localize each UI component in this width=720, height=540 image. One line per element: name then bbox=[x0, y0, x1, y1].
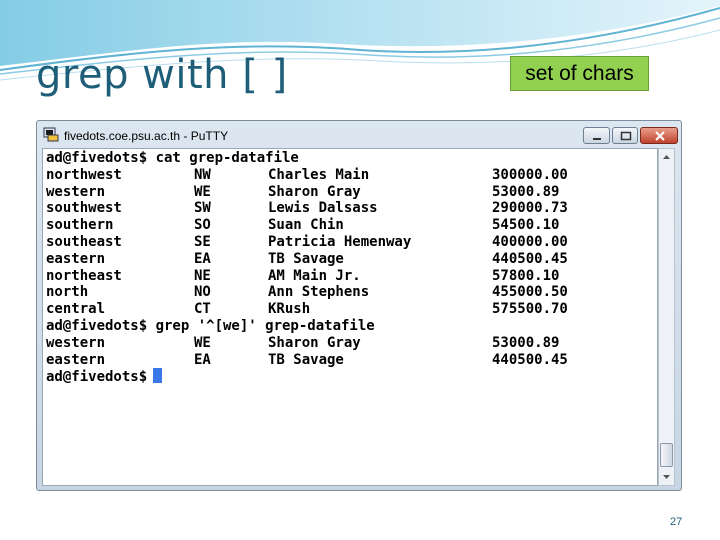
amount-cell: 400000.00 bbox=[492, 233, 568, 250]
terminal-line bbox=[46, 284, 568, 301]
terminal-line bbox=[46, 217, 560, 234]
name-cell: AM Main Jr. bbox=[268, 267, 361, 284]
command-text: ad@fivedots$ cat grep-datafile bbox=[46, 150, 299, 166]
code-cell: SE bbox=[194, 233, 211, 250]
amount-cell: 300000.00 bbox=[492, 166, 568, 183]
amount-cell: 54500.10 bbox=[492, 217, 560, 234]
amount-cell: 290000.73 bbox=[492, 200, 568, 217]
callout-label: set of chars bbox=[510, 56, 649, 91]
region-cell: northwest bbox=[46, 166, 122, 183]
amount-cell: 53000.89 bbox=[492, 334, 560, 351]
region-cell: western bbox=[46, 334, 106, 351]
code-cell: NW bbox=[194, 166, 211, 183]
putty-icon[interactable] bbox=[43, 127, 59, 142]
name-cell: Patricia Hemenway bbox=[268, 233, 412, 250]
region-cell: southeast bbox=[46, 233, 122, 250]
code-cell: CT bbox=[194, 301, 211, 318]
code-cell: SO bbox=[194, 217, 211, 234]
amount-cell: 57800.10 bbox=[492, 267, 560, 284]
command-text: ad@fivedots$ grep '^[we]' grep-datafile bbox=[46, 317, 375, 334]
name-cell: KRush bbox=[268, 301, 311, 318]
command-text: ad@fivedots$ bbox=[46, 369, 148, 386]
slide-title: grep with [ ] bbox=[36, 52, 288, 98]
code-cell: NO bbox=[194, 284, 211, 301]
scrollbar-thumb[interactable] bbox=[660, 443, 673, 467]
name-cell: Lewis Dalsass bbox=[268, 200, 378, 217]
scroll-down-arrow-icon[interactable] bbox=[659, 469, 674, 485]
terminal-line bbox=[46, 267, 560, 285]
code-cell: EA bbox=[194, 351, 211, 368]
region-cell: north bbox=[46, 284, 89, 301]
region-cell: southern bbox=[46, 217, 114, 234]
region-cell: eastern bbox=[46, 351, 106, 368]
page-number: 27 bbox=[670, 516, 683, 528]
amount-cell: 440500.45 bbox=[492, 250, 568, 267]
terminal-output bbox=[46, 150, 568, 386]
terminal-line bbox=[46, 166, 568, 184]
terminal-line bbox=[46, 368, 375, 385]
vertical-scrollbar[interactable] bbox=[658, 148, 675, 486]
terminal-line bbox=[46, 334, 560, 352]
code-cell: SW bbox=[194, 200, 211, 217]
maximize-button[interactable] bbox=[612, 127, 638, 144]
name-cell: Suan Chin bbox=[268, 217, 344, 234]
name-cell: Charles Main bbox=[268, 166, 370, 183]
putty-window[interactable] bbox=[36, 120, 682, 491]
minimize-icon bbox=[584, 128, 611, 145]
terminal-line bbox=[46, 200, 568, 217]
scroll-up-arrow-icon[interactable] bbox=[659, 149, 674, 165]
terminal-line bbox=[46, 301, 568, 318]
code-cell: EA bbox=[194, 250, 211, 267]
terminal-line bbox=[46, 351, 568, 369]
amount-cell: 575500.70 bbox=[492, 301, 568, 318]
close-icon bbox=[641, 128, 679, 145]
window-titlebar[interactable] bbox=[37, 121, 681, 148]
terminal-line bbox=[46, 318, 375, 335]
code-cell: WE bbox=[194, 183, 211, 200]
amount-cell: 53000.89 bbox=[492, 183, 560, 200]
region-cell: northeast bbox=[46, 267, 122, 284]
region-cell: central bbox=[46, 301, 106, 318]
name-cell: Sharon Gray bbox=[268, 183, 361, 200]
code-cell: WE bbox=[194, 334, 211, 351]
window-title: fivedots.coe.psu.ac.th - PuTTY bbox=[64, 129, 229, 143]
minimize-button[interactable] bbox=[583, 127, 610, 144]
name-cell: TB Savage bbox=[268, 250, 344, 267]
code-cell: NE bbox=[194, 267, 211, 284]
amount-cell: 440500.45 bbox=[492, 351, 568, 368]
text-cursor bbox=[153, 368, 162, 383]
region-cell: eastern bbox=[46, 250, 106, 267]
name-cell: TB Savage bbox=[268, 351, 344, 368]
terminal-line bbox=[46, 233, 568, 251]
amount-cell: 455000.50 bbox=[492, 284, 568, 301]
region-cell: southwest bbox=[46, 200, 122, 217]
name-cell: Ann Stephens bbox=[268, 284, 370, 301]
terminal-line bbox=[46, 183, 560, 201]
maximize-icon bbox=[613, 128, 639, 145]
terminal-line bbox=[46, 150, 375, 167]
region-cell: western bbox=[46, 183, 106, 200]
name-cell: Sharon Gray bbox=[268, 334, 361, 351]
terminal-area[interactable] bbox=[42, 148, 658, 486]
terminal-line bbox=[46, 250, 568, 268]
close-button[interactable] bbox=[640, 127, 678, 144]
